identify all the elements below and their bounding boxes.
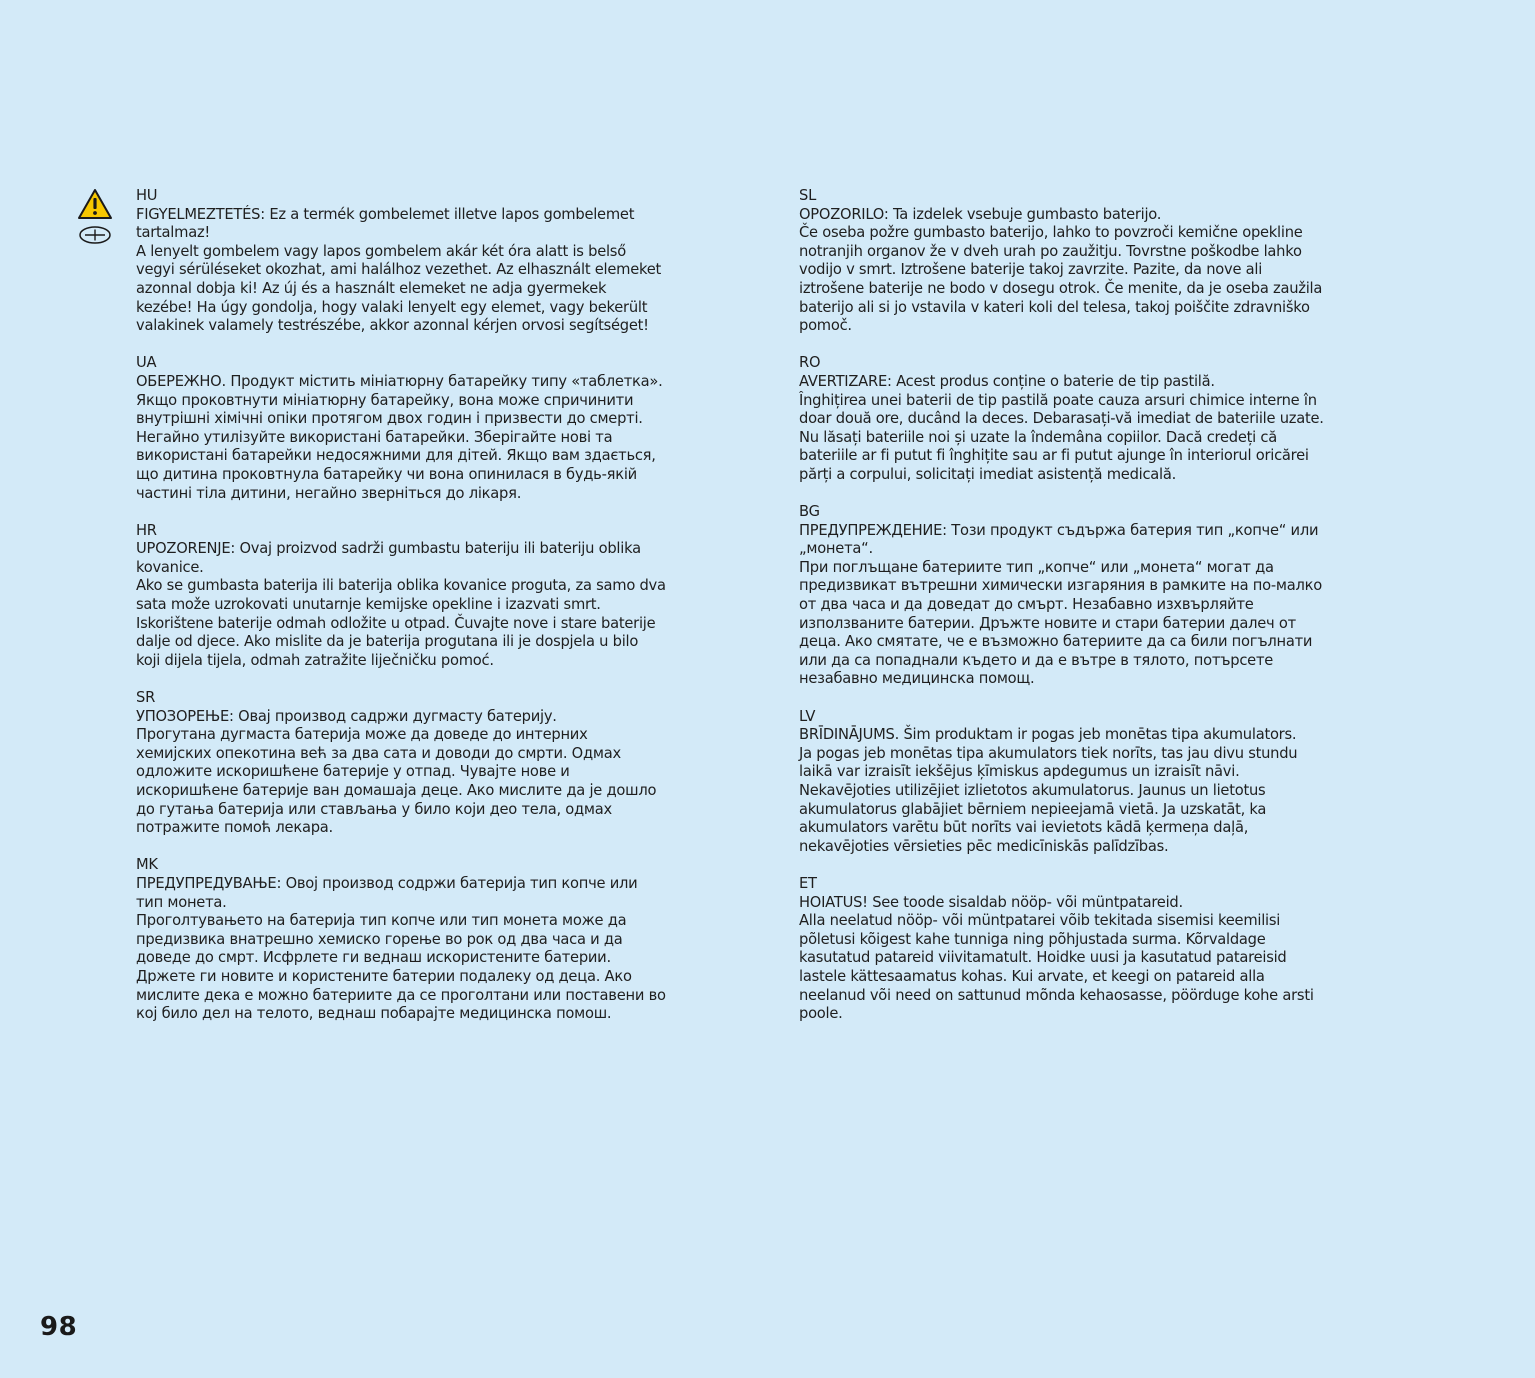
right-column	[799, 187, 1329, 1042]
section-sl	[799, 187, 1329, 336]
warning-body: При поглъщане батериите тип „копче“ или „монета“ могат да предизвикат вътрешни химически изгаряния в рамките на по-малко от два часа и да доведат до смърт. Незабавно изхвърляйте използваните батерии. Дръжте новите и стари батерии далеч от деца. Ако смятате, че е възможно батериите да са били погълнати или да са попаднали където и да е вътре в тялото, потърсете незабавно медицинска помощ.	[799, 558, 1322, 688]
warning-heading: BRĪDINĀJUMS. Šim produktam ir pogas jeb monētas tipa akumulators.	[799, 726, 1297, 744]
section-ua	[136, 354, 666, 503]
section-et	[799, 875, 1329, 1024]
language-code: MK	[136, 856, 158, 874]
section-lv	[799, 708, 1329, 857]
warning-heading: FIGYELMEZTETÉS: Ez a termék gombelemet illetve lapos gombelemet tartalmaz!	[136, 205, 635, 242]
section-ro	[799, 354, 1329, 484]
warning-triangle-icon	[77, 188, 113, 220]
language-code: SL	[799, 187, 817, 204]
warning-body: Alla neelatud nööp- või müntpatarei võib tekitada sisemisi keemilisi põletusi kõigest kahe tunniga ning põhjustada surma. Kõrvaldage kasutatud patareid viivitamatult. Hoidke uusi ja kasutatud patareisid lastele kättesaamatus kohas. Kui arvate, et keegi on patareid alla neelanud või need on sattunud mõnda kehaosasse, pöörduge kohe arsti poole.	[799, 912, 1314, 1023]
coin-battery-icon	[77, 224, 113, 246]
warning-heading: ОБЕРЕЖНО. Продукт містить мініатюрну батарейку типу «таблетка».	[136, 372, 663, 390]
page-number: 98	[40, 1312, 78, 1342]
section-mk	[136, 856, 666, 1023]
language-code: ET	[799, 874, 817, 892]
section-bg	[799, 503, 1329, 689]
warning-body: Проголтувањето на батерија тип копче или тип монета може да предизвика внатрешно хемиско горење во рок од два часа и да доведе до смрт. Исфрлете ги веднаш искористените батерии. Држете ги новите и користените батерии подалеку од деца. Ако мислите дека е можно батериите да се проголтани или поставени во кој било дел на телото, веднаш побарајте медицинска помош.	[136, 912, 666, 1023]
section-sr	[136, 689, 666, 838]
language-code: LV	[799, 707, 816, 725]
warning-heading: HOIATUS! See toode sisaldab nööp- või müntpatareid.	[799, 893, 1183, 911]
warning-heading: UPOZORENJE: Ovaj proizvod sadrži gumbastu bateriju ili bateriju oblika kovanice.	[136, 540, 641, 576]
language-code: BG	[799, 503, 820, 521]
warning-heading: УПОЗОРЕЊЕ: Овај производ садржи дугмасту батерију.	[136, 707, 557, 725]
language-code: RO	[799, 354, 821, 372]
safety-icons	[77, 188, 113, 246]
left-column	[136, 187, 666, 1042]
warning-body: Ja pogas jeb monētas tipa akumulators tiek norīts, tas jau divu stundu laikā var izraisīt iekšējus ķīmiskus apdegumus un izraisīt nāvi. Nekavējoties utilizējiet izlietotos akumulatorus. Jaunus un lietotus akumulatorus glabājiet bērniem nepieejamā vietā. Ja uzskatāt, ka akumulators varētu būt norīts vai ievietots kādā ķermeņa daļā, nekavējoties vērsieties pēc medicīniskās palīdzības.	[799, 744, 1298, 855]
section-hr	[136, 522, 666, 671]
warning-body: Înghițirea unei baterii de tip pastilă poate cauza arsuri chimice interne în doar două ore, ducând la deces. Debarasați-vă imediat de bateriile uzate. Nu lăsați bateriile noi și uzate la îndemâna copiilor. Dacă credeți că bateriile ar fi putut fi înghițite sau ar fi putut ajunge în interiorul oricărei părți a corpului, solicitați imediat asistență medicală.	[799, 391, 1324, 483]
language-code: HU	[136, 187, 158, 204]
section-hu	[136, 187, 666, 336]
warning-body: Če oseba požre gumbasto baterijo, lahko to povzroči kemične opekline notranjih organov že v dveh urah po zaužitju. Tovrstne poškodbe lahko vodijo v smrt. Iztrošene baterije takoj zavrzite. Pazite, da nove ali iztrošene baterije ne bodo v dosegu otrok. Če menite, da je oseba zaužila baterijo ali si jo vstavila v kateri koli del telesa, takoj poiščite zdravniško pomoč.	[799, 224, 1323, 335]
warning-body: Якщо проковтнути мініатюрну батарейку, вона може спричинити внутрішні хімічні опіки протягом двох годин і призвести до смерті. Негайно утилізуйте використані батарейки. Зберігайте нові та використані батарейки недосяжними для дітей. Якщо вам здається, що дитина проковтнула батарейку чи вона опинилася в будь-якій частині тіла дитини, негайно зверніться до лікаря.	[136, 391, 656, 502]
warning-body: Прогутана дугмаста батерија може да доведе до интерних хемијских опекотина већ за два сата и доводи до смрти. Одмах одложите искоришћене батерије у отпад. Чувајте нове и искоришћене батерије ван домашаја деце. Ако мислите да је дошло до гутања батерија или стављања у било који део тела, одмах потражите помоћ лекара.	[136, 726, 657, 837]
warning-heading: AVERTIZARE: Acest produs conține o baterie de tip pastilă.	[799, 372, 1215, 390]
warning-heading: ПРЕДУПРЕЖДЕНИЕ: Този продукт съдържа батерия тип „копче“ или „монета“.	[799, 521, 1319, 558]
warning-body: Ako se gumbasta baterija ili baterija oblika kovanice proguta, za samo dva sata može uzrokovati unutarnje kemijske opekline i izazvati smrt. Iskorištene baterije odmah odložite u otpad. Čuvajte nove i stare baterije dalje od djece. Ako mislite da je baterija progutana ili je dospjela u bilo koji dijela tijela, odmah zatražite liječničku pomoć.	[136, 577, 666, 669]
warning-body: A lenyelt gombelem vagy lapos gombelem akár két óra alatt is belső vegyi sérüléseket okozhat, ami halálhoz vezethet. Az elhasznált elemeket azonnal dobja ki! Az új és a használt elemeket ne adja gyermekek kezébe! Ha úgy gondolja, hogy valaki lenyelt egy elemet, vagy bekerült valakinek valamely testrészébe, akkor azonnal kérjen orvosi segítséget!	[136, 242, 662, 335]
language-code: SR	[136, 689, 156, 707]
language-code: UA	[136, 354, 157, 372]
warning-heading: OPOZORILO: Ta izdelek vsebuje gumbasto baterijo.	[799, 205, 1162, 223]
warning-heading: ПРЕДУПРЕДУВАЊЕ: Овој производ содржи батерија тип копче или тип монета.	[136, 874, 638, 911]
language-code: HR	[136, 521, 157, 539]
